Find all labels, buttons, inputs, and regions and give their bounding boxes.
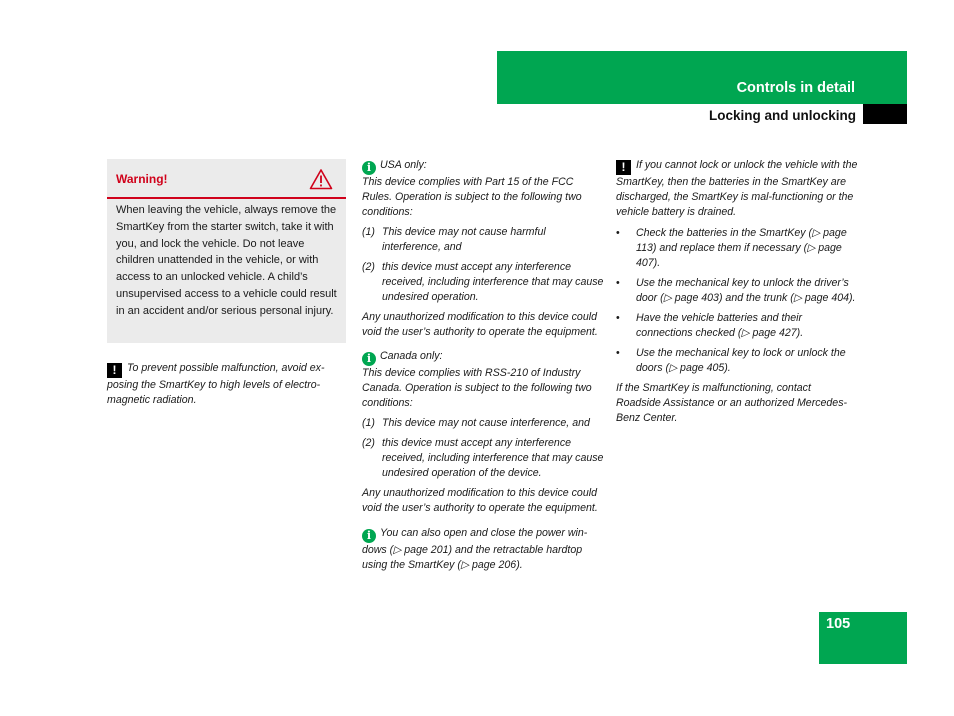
list-item: (1) This device may not cause interference, and (362, 417, 590, 429)
canada-closing: Any unauthorized modification to this device could void the user’s authority to operate the equipment. (362, 487, 598, 514)
exclamation-icon: ! (616, 160, 631, 175)
list-item: • Have the vehicle batteries and their connections checked (▷ page 427). (616, 312, 804, 339)
warning-label: Warning! (116, 172, 168, 186)
power-note: You can also open and close the power win-dows (▷ page 201) and the retractable hardtop using the SmartKey (▷ page 206). (362, 527, 588, 571)
list-item: (2) this device must accept any interference received, including interference that may cause undesired operation of the device. (362, 437, 604, 479)
warning-box (107, 159, 346, 343)
list-item: • Use the mechanical key to lock or unlock the doors (▷ page 405). (616, 347, 846, 374)
page-number: 105 (826, 616, 851, 632)
usa-title: USA only: (380, 159, 427, 171)
warning-triangle-icon (309, 168, 333, 190)
usa-closing: Any unauthorized modification to this device could void the user’s authority to operate the equipment. (362, 311, 598, 338)
list-item: (2) this device must accept any interference received, including interference that may cause undesired operation. (362, 261, 604, 303)
warning-header (107, 159, 346, 199)
bullet: • (616, 347, 620, 359)
exclamation-icon: ! (107, 363, 122, 378)
canada-intro: This device complies with RSS-210 of Industry Canada. Operation is subject to the following two conditions: (362, 367, 592, 409)
radiation-note (107, 361, 347, 408)
warning-body: When leaving the vehicle, always remove the SmartKey from the starter switch, take it with you, and lock the vehicle. Do not leave children unattended in the vehicle, or with access to an unlocked vehicle. A child’s unsupervised access to a vehicle could result in an accident and/or serious personal injury. (116, 204, 337, 317)
discharged-note: If you cannot lock or unlock the vehicle with the SmartKey, then the batteries in the SmartKey are discharged, the SmartKey is mal-functioning or the vehicle battery is drained. (616, 159, 858, 218)
list-item: (1) This device may not cause harmful interference, and (362, 226, 546, 253)
bullet: • (616, 227, 620, 239)
list-item: • Check the batteries in the SmartKey (▷ page 113) and replace them if necessary (▷ page 407). (616, 227, 847, 269)
usa-intro: This device complies with Part 15 of the FCC Rules. Operation is subject to the following two conditions: (362, 176, 582, 218)
bullet: • (616, 277, 620, 289)
list-item: • Use the mechanical key to unlock the driver’s door (▷ page 403) and the trunk (▷ page 404). (616, 277, 856, 304)
info-icon: i (362, 352, 376, 366)
radiation-note-text: To prevent possible malfunction, avoid ex-posing the SmartKey to high levels of electro-magnetic radiation. (107, 362, 325, 406)
bullet: • (616, 312, 620, 324)
info-icon: i (362, 161, 376, 175)
section-title: Controls in detail (736, 80, 855, 96)
info-icon: i (362, 529, 376, 543)
column-troubleshooting (616, 158, 858, 426)
header-tab-marker (863, 104, 907, 124)
subsection-title: Locking and unlocking (708, 108, 856, 123)
header-bar (497, 51, 907, 104)
malfunction-closing: If the SmartKey is malfunctioning, contact Roadside Assistance or an authorized Mercedes-Benz Center. (616, 382, 848, 424)
canada-title: Canada only: (380, 350, 443, 362)
column-compliance (362, 158, 604, 573)
